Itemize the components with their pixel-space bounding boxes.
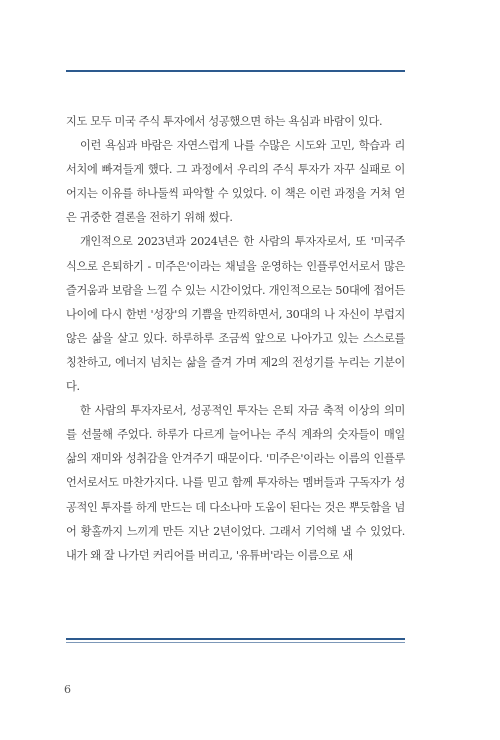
bottom-rule <box>66 638 405 644</box>
paragraph-1: 지도 모두 미국 주식 투자에서 성공했으면 하는 욕심과 바람이 있다. <box>66 115 383 128</box>
paragraph-3: 개인적으로 2023년과 2024년은 한 사람의 투자자로서, 또 '미국주식으로 은퇴하기 - 미주은'이라는 채널을 운영하는 인플루언서로서 많은 즐거움과 보람을 느낄 수 있는 시간이었다. 개인적으로는 50대에 접어든 나이에 다시 한번 '성장'의 기쁨을 만끽하면서, 30대의 나 자신이 부럽지 않은 삶을 살고 있다. 하루하루 조금씩 앞으로 나아가고 있는 스스로를 칭찬하고, 에너지 넘치는 삶을 즐겨 가며 제2의 전성기를 누리는 기분이다. <box>66 235 405 394</box>
paragraph-4: 한 사람의 투자자로서, 성공적인 투자는 은퇴 자금 축적 이상의 의미를 선물해 주었다. 하루가 다르게 늘어나는 주식 계좌의 숫자들이 매일 삶의 재미와 성취감을 안겨주기 때문이다. '미주은'이라는 이름의 인플루언서로서도 마찬가지다. 나를 믿고 함께 투자하는 멤버들과 구독자가 성공적인 투자를 하게 만드는 데 다소나마 도움이 된다는 것은 뿌듯함을 넘어 황홀까지 느끼게 만든 지난 2년이었다. 그래서 기억해 낼 수 있었다. 내가 왜 잘 나가던 커리어를 버리고, '유튜버'라는 이름으로 새 <box>66 404 405 562</box>
paragraph-2: 이런 욕심과 바람은 자연스럽게 나를 수많은 시도와 고민, 학습과 리서치에 빠져들게 했다. 그 과정에서 우리의 주식 투자가 자꾸 실패로 이어지는 이유를 하나둘씩 파악할 수 있었다. 이 책은 이런 과정을 거쳐 얻은 귀중한 결론을 전하기 위해 썼다. <box>66 139 405 225</box>
bottom-rule-thin <box>66 642 405 643</box>
bottom-rule-thick <box>66 638 405 640</box>
page-number: 6 <box>64 683 71 696</box>
body-text <box>66 110 405 568</box>
top-rule <box>66 70 405 72</box>
